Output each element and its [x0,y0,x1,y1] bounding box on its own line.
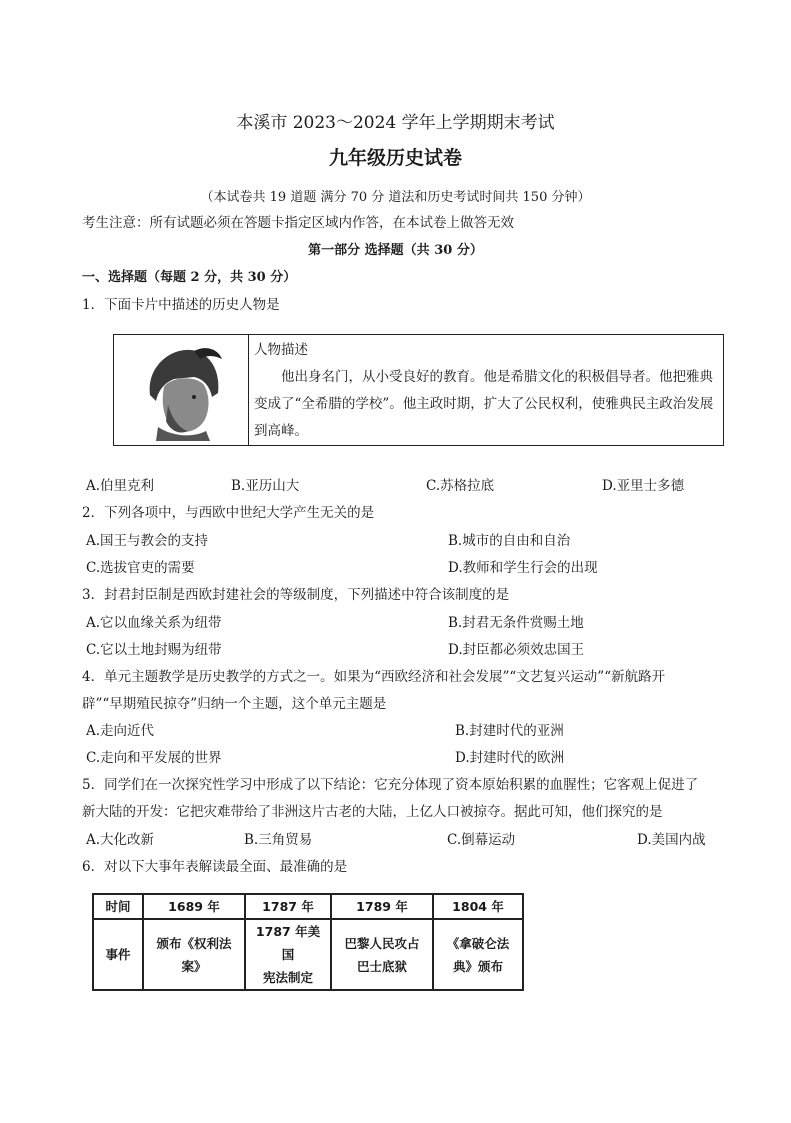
q4-stem-line2: 辟”“早期殖民掠夺”归纳一个主题，这个单元主题是 [82,696,387,712]
event-line: 颁布《权利法 [156,935,232,951]
table-cell-year: 1804 年 [433,894,523,919]
event-line: 《拿破仑法 [446,935,510,951]
q4-option-d: D.封建时代的欧洲 [455,750,565,766]
q4-stem-line1: 4．单元主题教学是历史教学的方式之一。如果为“西欧经济和社会发展”“文艺复兴运动”“新航路开 [82,669,666,685]
exam-info: （本试卷共 19 道题 满分 70 分 道法和历史考试时间共 150 分钟） [200,190,591,205]
section-heading: 一、选择题（每题 2 分，共 30 分） [82,270,297,285]
q3-option-a: A.它以血缘关系为纽带 [86,615,222,631]
q5-option-a: A.大化改新 [86,832,155,848]
q1-stem: 1．下面卡片中描述的历史人物是 [82,297,280,313]
q1-card-text [254,337,720,445]
q2-option-a: A.国王与教会的支持 [86,533,209,549]
part-heading: 第一部分 选择题（共 30 分） [308,243,483,258]
table-row-event [93,919,523,990]
event-line: 1787 年美国 [255,924,321,962]
event-line: 案》 [181,958,207,974]
q2-option-b: B.城市的自由和自治 [448,533,571,549]
q4-option-c: C.走向和平发展的世界 [86,750,222,766]
table-head-event: 事件 [93,919,143,990]
table-cell-event [331,919,433,990]
q3-option-c: C.它以土地封赐为纽带 [86,642,222,658]
q5-stem-line2: 新大陆的开发：它把灾难带给了非洲这片古老的大陆，上亿人口被掠夺。据此可知，他们探究的是 [82,804,663,820]
q6-event-table [92,893,524,991]
q6-stem: 6．对以下大事年表解读最全面、最准确的是 [82,859,348,875]
q5-option-c: C.倒幕运动 [447,832,516,848]
q5-option-b: B.三角贸易 [244,832,313,848]
table-cell-event [143,919,245,990]
q1-option-b: B.亚历山大 [231,478,300,494]
exam-notice: 考生注意：所有试题必须在答题卡指定区域内作答，在本试卷上做答无效 [82,215,514,231]
q1-option-c: C.苏格拉底 [426,478,495,494]
q4-option-b: B.封建时代的亚洲 [455,723,564,739]
event-line: 巴士底狱 [356,958,407,974]
q3-option-b: B.封君无条件赏赐土地 [448,615,584,631]
q3-stem: 3．封君封臣制是西欧封建社会的等级制度，下列描述中符合该制度的是 [82,587,510,603]
table-cell-year: 1689 年 [143,894,245,919]
q2-option-d: D.教师和学生行会的出现 [448,560,598,576]
table-cell-year: 1789 年 [331,894,433,919]
q1-card-title: 人物描述 [254,342,308,358]
table-row-time [93,894,523,919]
event-line: 典》颁布 [452,958,503,974]
table-cell-event [433,919,523,990]
event-line: 巴黎人民攻占 [344,935,420,951]
exam-title: 本溪市 2023～2024 学年上学期期末考试 [236,113,555,133]
q2-stem: 2．下列各项中，与西欧中世纪大学产生无关的是 [82,505,375,521]
q3-option-d: D.封臣都必须效忠国王 [448,642,585,658]
pericles-portrait [114,335,249,445]
q1-option-a: A.伯里克利 [86,478,155,494]
portrait-image [114,335,248,445]
table-cell-event [245,919,331,990]
event-line: 宪法制定 [262,970,313,985]
table-head-time: 时间 [93,894,143,919]
q2-option-c: C.选拔官吏的需要 [86,560,195,576]
q1-option-d: D.亚里士多德 [602,478,685,494]
table-cell-year: 1787 年 [245,894,331,919]
exam-subtitle: 九年级历史试卷 [328,147,462,169]
q5-stem-line1: 5．同学们在一次探究性学习中形成了以下结论：它充分体现了资本原始积累的血腥性；它客观上促进了 [82,777,699,793]
q4-option-a: A.走向近代 [86,723,155,739]
q1-card-body: 他出身名门，从小受良好的教育。他是希腊文化的积极倡导者。他把雅典变成了“全希腊的学校”。他主政时期，扩大了公民权利，使雅典民主政治发展到高峰。 [254,369,714,439]
q1-card [113,334,724,446]
q5-option-d: D.美国内战 [637,832,706,848]
